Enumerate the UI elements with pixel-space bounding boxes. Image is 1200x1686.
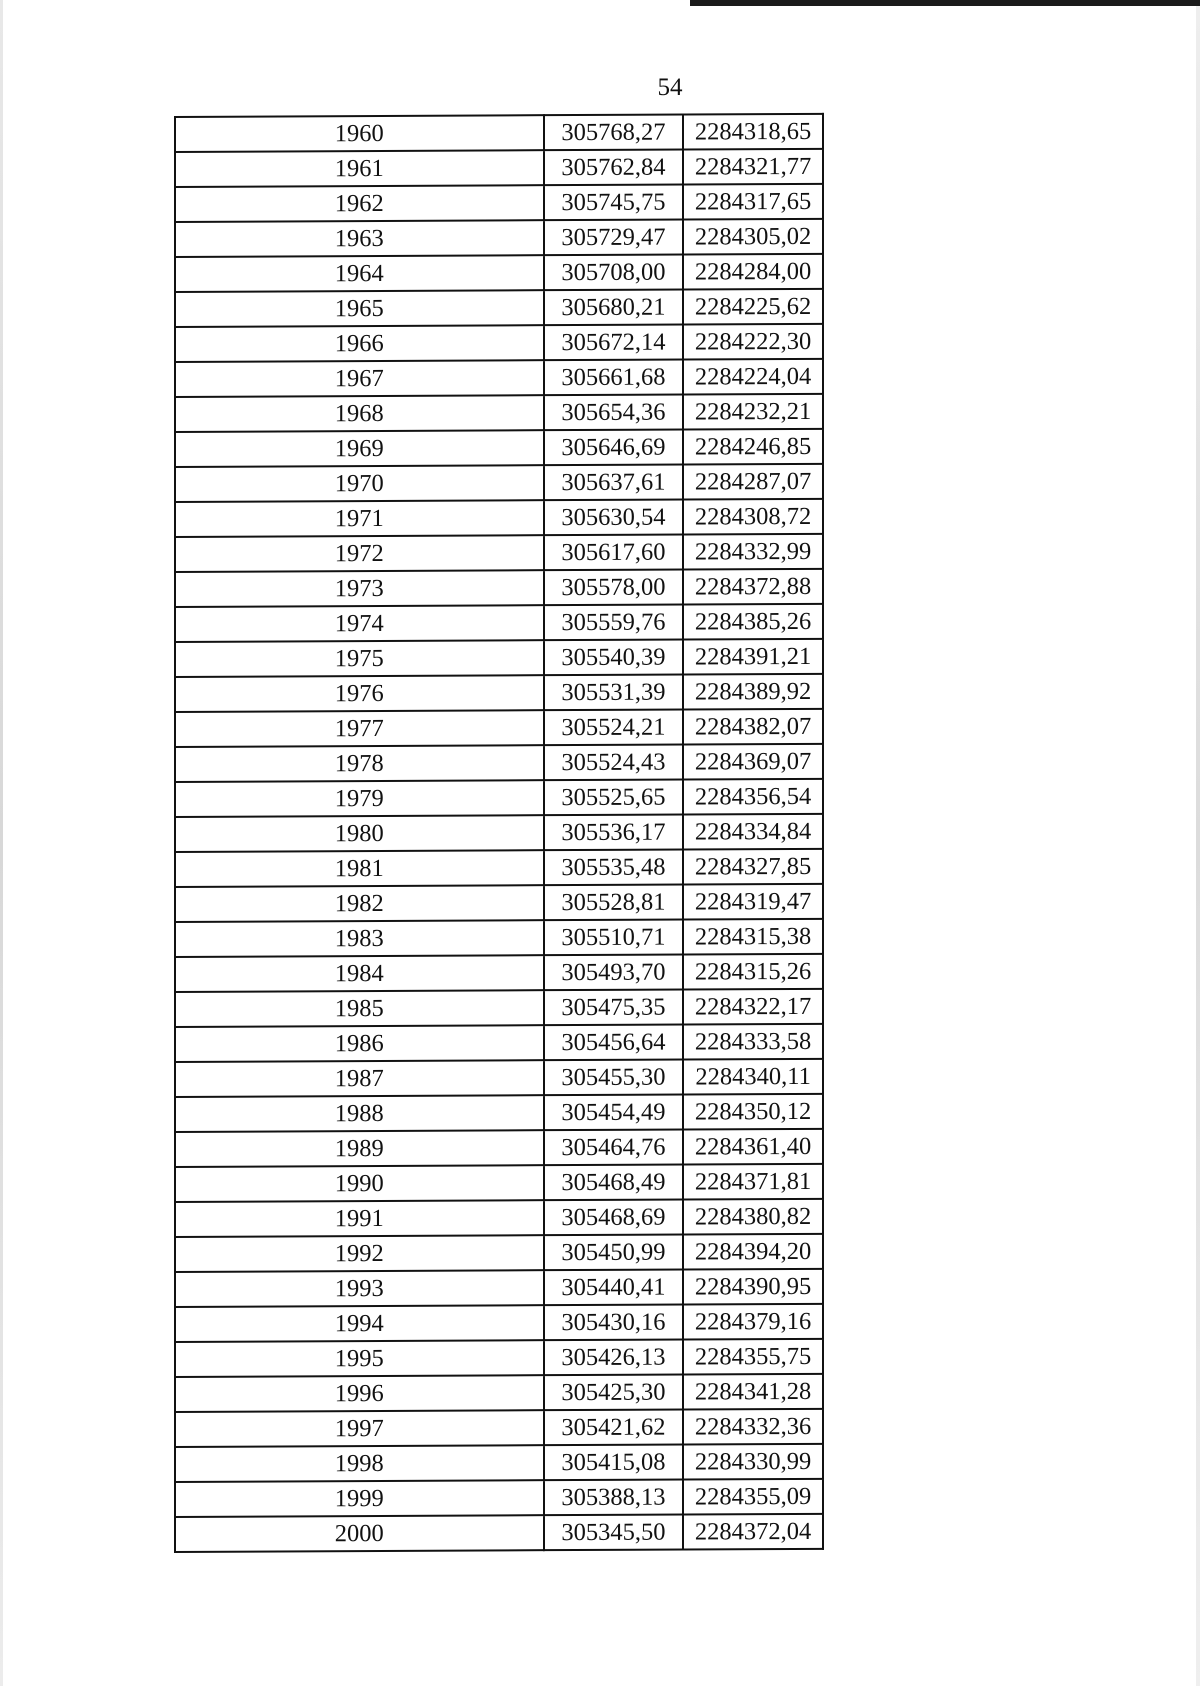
table-row bbox=[175, 254, 823, 292]
y-coordinate-cell: 2284379,16 bbox=[683, 1304, 823, 1340]
year-cell: 1964 bbox=[175, 255, 544, 292]
x-coordinate-cell: 305388,13 bbox=[544, 1480, 684, 1516]
x-coordinate-cell: 305450,99 bbox=[544, 1235, 684, 1271]
table-row bbox=[175, 184, 823, 222]
y-coordinate-cell: 2284350,12 bbox=[683, 1094, 823, 1130]
y-coordinate-cell: 2284224,04 bbox=[683, 359, 823, 395]
coordinates-table bbox=[174, 113, 824, 1553]
table-row bbox=[175, 779, 823, 817]
year-cell: 1971 bbox=[175, 500, 544, 537]
x-coordinate-cell: 305426,13 bbox=[544, 1340, 684, 1376]
y-coordinate-cell: 2284222,30 bbox=[683, 324, 823, 360]
y-coordinate-cell: 2284246,85 bbox=[683, 429, 823, 465]
x-coordinate-cell: 305468,49 bbox=[544, 1165, 684, 1201]
y-coordinate-cell: 2284330,99 bbox=[683, 1444, 823, 1480]
y-coordinate-cell: 2284372,88 bbox=[683, 569, 823, 605]
y-coordinate-cell: 2284317,65 bbox=[683, 184, 823, 220]
year-cell: 1981 bbox=[175, 850, 544, 887]
table-row bbox=[175, 1199, 823, 1237]
y-coordinate-cell: 2284356,54 bbox=[683, 779, 823, 815]
x-coordinate-cell: 305430,16 bbox=[544, 1305, 684, 1341]
y-coordinate-cell: 2284225,62 bbox=[683, 289, 823, 325]
page-number: 54 bbox=[657, 74, 683, 101]
y-coordinate-cell: 2284308,72 bbox=[683, 499, 823, 535]
year-cell: 1976 bbox=[175, 675, 544, 712]
table-row bbox=[175, 1059, 823, 1097]
year-cell: 1994 bbox=[175, 1305, 544, 1342]
y-coordinate-cell: 2284315,38 bbox=[683, 919, 823, 955]
x-coordinate-cell: 305637,61 bbox=[544, 465, 684, 501]
table-row bbox=[175, 429, 823, 467]
year-cell: 1986 bbox=[175, 1025, 544, 1062]
y-coordinate-cell: 2284385,26 bbox=[683, 604, 823, 640]
year-cell: 1968 bbox=[175, 395, 544, 432]
y-coordinate-cell: 2284315,26 bbox=[683, 954, 823, 990]
year-cell: 1990 bbox=[175, 1165, 544, 1202]
y-coordinate-cell: 2284232,21 bbox=[683, 394, 823, 430]
table-row bbox=[175, 709, 823, 747]
y-coordinate-cell: 2284390,95 bbox=[683, 1269, 823, 1305]
x-coordinate-cell: 305617,60 bbox=[544, 535, 684, 571]
y-coordinate-cell: 2284340,11 bbox=[683, 1059, 823, 1095]
y-coordinate-cell: 2284369,07 bbox=[683, 744, 823, 780]
x-coordinate-cell: 305578,00 bbox=[544, 570, 684, 606]
y-coordinate-cell: 2284355,75 bbox=[683, 1339, 823, 1375]
year-cell: 1984 bbox=[175, 955, 544, 992]
table-row bbox=[175, 884, 823, 922]
table-row bbox=[175, 569, 823, 607]
year-cell: 1970 bbox=[175, 465, 544, 502]
y-coordinate-cell: 2284318,65 bbox=[683, 114, 823, 150]
table-row bbox=[175, 1304, 823, 1342]
year-cell: 1977 bbox=[175, 710, 544, 747]
x-coordinate-cell: 305654,36 bbox=[544, 395, 684, 431]
table-row bbox=[175, 534, 823, 572]
x-coordinate-cell: 305493,70 bbox=[544, 955, 684, 991]
year-cell: 1985 bbox=[175, 990, 544, 1027]
table-row bbox=[175, 1024, 823, 1062]
x-coordinate-cell: 305535,48 bbox=[544, 850, 684, 886]
table-row bbox=[175, 1094, 823, 1132]
table-row bbox=[175, 1164, 823, 1202]
x-coordinate-cell: 305536,17 bbox=[544, 815, 684, 851]
x-coordinate-cell: 305528,81 bbox=[544, 885, 684, 921]
y-coordinate-cell: 2284319,47 bbox=[683, 884, 823, 920]
y-coordinate-cell: 2284305,02 bbox=[683, 219, 823, 255]
x-coordinate-cell: 305559,76 bbox=[544, 605, 684, 641]
table-row bbox=[175, 324, 823, 362]
table-row bbox=[175, 289, 823, 327]
y-coordinate-cell: 2284341,28 bbox=[683, 1374, 823, 1410]
year-cell: 1969 bbox=[175, 430, 544, 467]
year-cell: 1962 bbox=[175, 185, 544, 222]
year-cell: 1975 bbox=[175, 640, 544, 677]
table-row bbox=[175, 114, 823, 152]
year-cell: 1989 bbox=[175, 1130, 544, 1167]
y-coordinate-cell: 2284372,04 bbox=[683, 1514, 823, 1550]
year-cell: 1978 bbox=[175, 745, 544, 782]
scan-edge-left bbox=[0, 0, 3, 1686]
x-coordinate-cell: 305729,47 bbox=[544, 220, 684, 256]
x-coordinate-cell: 305456,64 bbox=[544, 1025, 684, 1061]
table-row bbox=[175, 1234, 823, 1272]
year-cell: 1991 bbox=[175, 1200, 544, 1237]
table-row bbox=[175, 814, 823, 852]
x-coordinate-cell: 305525,65 bbox=[544, 780, 684, 816]
year-cell: 1960 bbox=[175, 115, 544, 152]
table-row bbox=[175, 604, 823, 642]
year-cell: 1999 bbox=[175, 1480, 544, 1517]
y-coordinate-cell: 2284391,21 bbox=[683, 639, 823, 675]
year-cell: 1966 bbox=[175, 325, 544, 362]
year-cell: 1998 bbox=[175, 1445, 544, 1482]
x-coordinate-cell: 305630,54 bbox=[544, 500, 684, 536]
y-coordinate-cell: 2284371,81 bbox=[683, 1164, 823, 1200]
year-cell: 1987 bbox=[175, 1060, 544, 1097]
table-row bbox=[175, 394, 823, 432]
y-coordinate-cell: 2284287,07 bbox=[683, 464, 823, 500]
x-coordinate-cell: 305762,84 bbox=[544, 150, 684, 186]
x-coordinate-cell: 305524,21 bbox=[544, 710, 684, 746]
x-coordinate-cell: 305745,75 bbox=[544, 185, 684, 221]
x-coordinate-cell: 305421,62 bbox=[544, 1410, 684, 1446]
table-row bbox=[175, 1129, 823, 1167]
y-coordinate-cell: 2284321,77 bbox=[683, 149, 823, 185]
y-coordinate-cell: 2284322,17 bbox=[683, 989, 823, 1025]
x-coordinate-cell: 305708,00 bbox=[544, 255, 684, 291]
year-cell: 1995 bbox=[175, 1340, 544, 1377]
table-row bbox=[175, 499, 823, 537]
y-coordinate-cell: 2284380,82 bbox=[683, 1199, 823, 1235]
y-coordinate-cell: 2284361,40 bbox=[683, 1129, 823, 1165]
table-row bbox=[175, 149, 823, 187]
year-cell: 1997 bbox=[175, 1410, 544, 1447]
year-cell: 2000 bbox=[175, 1515, 544, 1552]
y-coordinate-cell: 2284332,36 bbox=[683, 1409, 823, 1445]
table-row bbox=[175, 639, 823, 677]
y-coordinate-cell: 2284284,00 bbox=[683, 254, 823, 290]
x-coordinate-cell: 305672,14 bbox=[544, 325, 684, 361]
x-coordinate-cell: 305454,49 bbox=[544, 1095, 684, 1131]
x-coordinate-cell: 305475,35 bbox=[544, 990, 684, 1026]
x-coordinate-cell: 305531,39 bbox=[544, 675, 684, 711]
table-row bbox=[175, 1269, 823, 1307]
table-body bbox=[175, 114, 823, 1552]
x-coordinate-cell: 305524,43 bbox=[544, 745, 684, 781]
table-row bbox=[175, 849, 823, 887]
x-coordinate-cell: 305455,30 bbox=[544, 1060, 684, 1096]
year-cell: 1992 bbox=[175, 1235, 544, 1272]
y-coordinate-cell: 2284389,92 bbox=[683, 674, 823, 710]
table-row bbox=[175, 464, 823, 502]
year-cell: 1980 bbox=[175, 815, 544, 852]
x-coordinate-cell: 305540,39 bbox=[544, 640, 684, 676]
y-coordinate-cell: 2284394,20 bbox=[683, 1234, 823, 1270]
year-cell: 1973 bbox=[175, 570, 544, 607]
year-cell: 1979 bbox=[175, 780, 544, 817]
table-row bbox=[175, 219, 823, 257]
x-coordinate-cell: 305680,21 bbox=[544, 290, 684, 326]
x-coordinate-cell: 305510,71 bbox=[544, 920, 684, 956]
year-cell: 1982 bbox=[175, 885, 544, 922]
y-coordinate-cell: 2284355,09 bbox=[683, 1479, 823, 1515]
y-coordinate-cell: 2284332,99 bbox=[683, 534, 823, 570]
table-row bbox=[175, 744, 823, 782]
table-row bbox=[175, 1374, 823, 1412]
x-coordinate-cell: 305464,76 bbox=[544, 1130, 684, 1166]
x-coordinate-cell: 305425,30 bbox=[544, 1375, 684, 1411]
year-cell: 1972 bbox=[175, 535, 544, 572]
year-cell: 1967 bbox=[175, 360, 544, 397]
scan-edge-right bbox=[1196, 0, 1200, 1686]
year-cell: 1961 bbox=[175, 150, 544, 187]
x-coordinate-cell: 305768,27 bbox=[544, 115, 684, 151]
year-cell: 1988 bbox=[175, 1095, 544, 1132]
year-cell: 1993 bbox=[175, 1270, 544, 1307]
table-row bbox=[175, 989, 823, 1027]
y-coordinate-cell: 2284382,07 bbox=[683, 709, 823, 745]
year-cell: 1996 bbox=[175, 1375, 544, 1412]
table-row bbox=[175, 674, 823, 712]
x-coordinate-cell: 305415,08 bbox=[544, 1445, 684, 1481]
x-coordinate-cell: 305661,68 bbox=[544, 360, 684, 396]
y-coordinate-cell: 2284334,84 bbox=[683, 814, 823, 850]
top-rule bbox=[690, 0, 1200, 6]
table-row bbox=[175, 919, 823, 957]
table-row bbox=[175, 359, 823, 397]
table-row bbox=[175, 1514, 823, 1552]
x-coordinate-cell: 305646,69 bbox=[544, 430, 684, 466]
y-coordinate-cell: 2284333,58 bbox=[683, 1024, 823, 1060]
table-row bbox=[175, 1409, 823, 1447]
y-coordinate-cell: 2284327,85 bbox=[683, 849, 823, 885]
year-cell: 1965 bbox=[175, 290, 544, 327]
year-cell: 1963 bbox=[175, 220, 544, 257]
x-coordinate-cell: 305468,69 bbox=[544, 1200, 684, 1236]
x-coordinate-cell: 305345,50 bbox=[544, 1515, 684, 1551]
table-row bbox=[175, 1339, 823, 1377]
x-coordinate-cell: 305440,41 bbox=[544, 1270, 684, 1306]
table-row bbox=[175, 1479, 823, 1517]
year-cell: 1974 bbox=[175, 605, 544, 642]
table-row bbox=[175, 1444, 823, 1482]
year-cell: 1983 bbox=[175, 920, 544, 957]
table-row bbox=[175, 954, 823, 992]
